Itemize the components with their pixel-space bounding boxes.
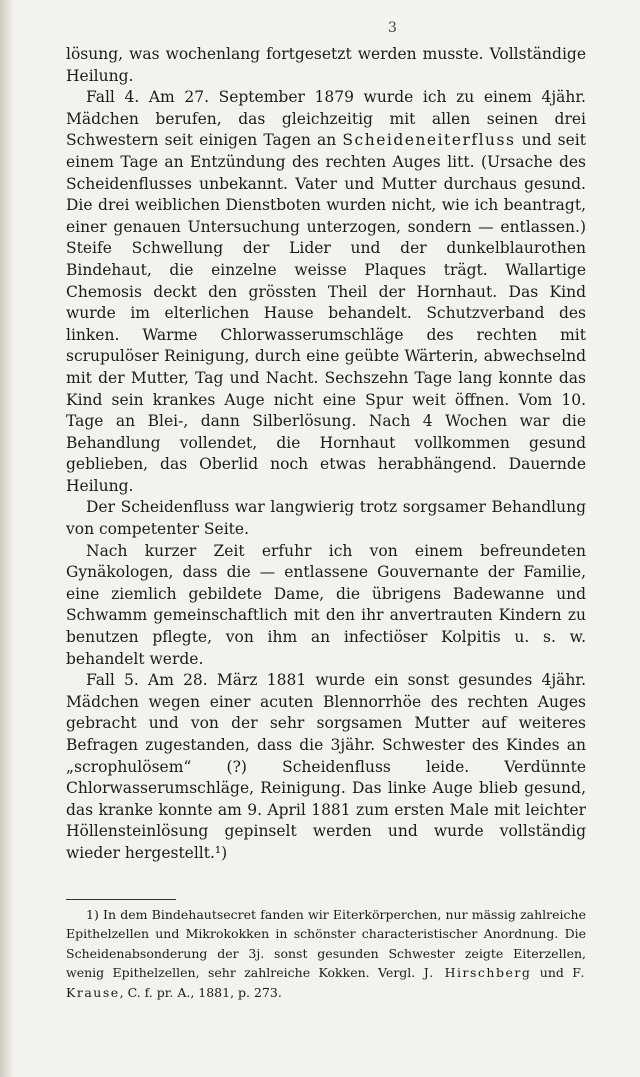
case-4-text-rest: und seit einem Tage an Entzündung des rechten Auges litt. (Ursache des Scheidenflusses unbekannt. Vater und Mutter durchaus gesund. Die drei weiblichen Dienstboten wurden nicht, wie ich beantragt, einer genauen Untersuchung unterzogen, sondern — entlassen.) Steife Schwellung der Lider und der dunkelblaurothen Bindehaut, die einzelne weisse Plaques trägt. Wallartige Chemosis deckt den grössten Theil der Hornhaut. Das Kind wurde im elterlichen Hause behandelt. Schutzverband des linken. Warme Chlorwasserumschläge des rechten mit scrupulöser Reinigung, durch eine geübte Wärterin, abwechselnd mit der Mutter, Tag und Nacht. Sechszehn Tage lang konnte das Kind sein krankes Auge nicht eine Spur weit öffnen. Vom 10. Tage an Blei-, dann Silberlösung. Nach 4 Wochen war die Behandlung vollendet, die Hornhaut vollkommen gesund geblieben, das Oberlid noch etwas herabhängend. Dauernde Heilung. xyxy=(66,131,586,495)
paragraph-gynecologist: Nach kurzer Zeit erfuhr ich von einem befreundeten Gynäkologen, dass die — entlassene Gouvernante der Familie, eine ziemlich gebildete Dame, die übrigens Badewanne und Schwamm gemeinschaftlich mit den ihr anvertrauten Kindern zu benutzen pflegte, von ihm an infectiöser Kolpitis u. s. w. behandelt werde. xyxy=(66,541,586,668)
case-4-text-start: Fall 4. Am 27. September 1879 wurde ich zu einem 4jähr. Mädchen berufen, das gleichzeitig mit allen seinen drei Schwestern seit einigen Tagen an xyxy=(66,88,586,150)
footnote-marker: 1) xyxy=(86,907,99,922)
page-number: 3 xyxy=(388,20,397,36)
footnotes xyxy=(66,905,586,1002)
paragraph-discharge: Der Scheidenfluss war langwierig trotz sorgsamer Behandlung von competenter Seite. xyxy=(66,498,586,539)
case-4-emphasis: Scheideneiterfluss xyxy=(342,131,516,150)
footnote-rule xyxy=(66,899,176,900)
footnote-and: und xyxy=(539,965,564,981)
paragraph-case-5 xyxy=(66,670,586,864)
footnote-author-2: F. Krause xyxy=(66,965,586,1000)
footnote-1 xyxy=(66,905,586,1002)
case-5-text: Fall 5. Am 28. März 1881 wurde ein sonst gesundes 4jähr. Mädchen wegen einer acuten Blennorrhöe des rechten Auges gebracht und von der sehr sorgsamen Mutter auf weiteres Befragen zugestanden, dass die 3jähr. Schwester des Kindes an „scrophulösem“ (?) Scheidenfluss leide. Verdünnte Chlorwasserumschläge, Reinigung. Das linke Auge blieb gesund, das kranke konnte am 9. April 1881 zum ersten Male mit leichter Höllensteinlösung gepinselt werden und wurde vollständig wieder hergestellt. xyxy=(66,671,586,862)
footnote-text: In dem Bindehautsecret fanden wir Eiterkörperchen, nur mässig zahlreiche Epithelzellen und Mikrokokken in schönster characteristischer Anordnung. Die Scheidenabsonderung der 3j. sonst gesunden Schwester zeigte Eiterzellen, wenig Epithelzellen, sehr zahlreiche Kokken. Vergl. xyxy=(66,907,586,981)
page-spine-shadow xyxy=(0,0,14,1077)
main-text xyxy=(66,44,586,865)
footnote-reference: ¹) xyxy=(214,843,228,862)
paragraph-continuation: lösung, was wochenlang fortgesetzt werden musste. Vollständige Heilung. xyxy=(66,45,586,85)
paragraph-case-4 xyxy=(66,87,586,497)
footnote-citation: , C. f. pr. A., 1881, p. 273. xyxy=(119,984,282,1000)
footnote-author-1: J. Hirschberg xyxy=(423,965,532,981)
